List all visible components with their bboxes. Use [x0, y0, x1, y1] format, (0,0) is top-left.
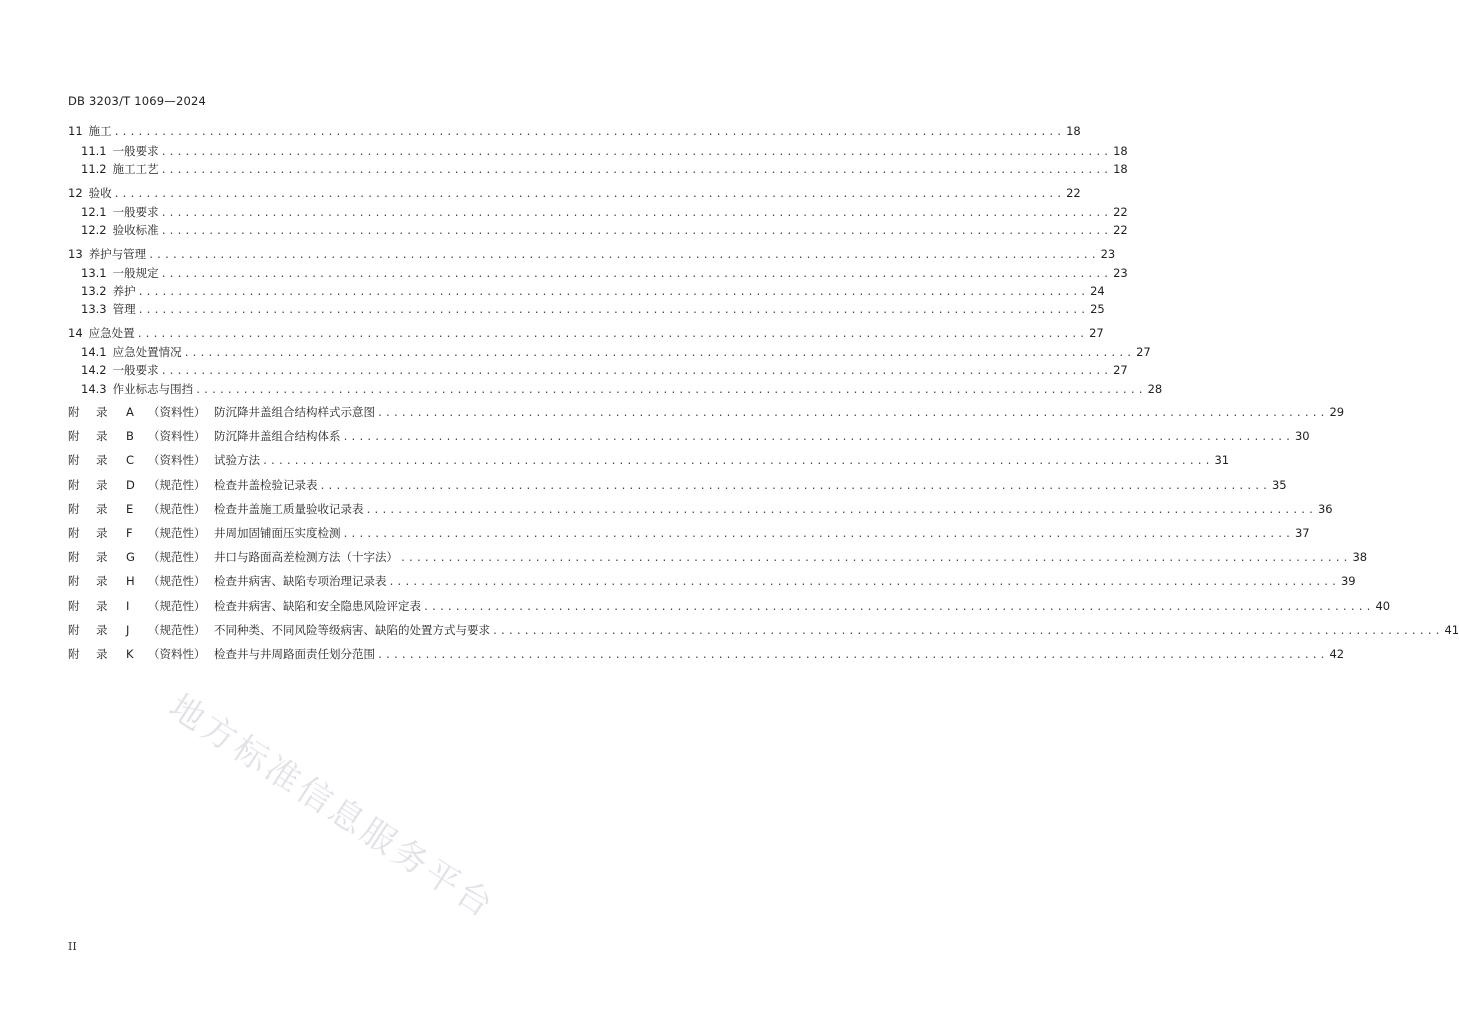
- toc-leader-dots: ........................................................................................................................: [160, 269, 1112, 280]
- toc-entry[interactable]: [68, 124, 1081, 140]
- appendix-prefix: 录: [96, 647, 108, 661]
- toc-appendix-entry[interactable]: [68, 478, 1287, 494]
- toc-entry-number: 13.2: [81, 284, 107, 298]
- appendix-kind: （规范性）: [148, 599, 206, 613]
- toc-leader-dots: ........................................................................................................................: [195, 385, 1146, 396]
- toc-entry-title: 一般要求: [112, 363, 159, 377]
- toc-entry-title: 管理: [112, 302, 136, 316]
- toc-leader-dots: ........................................................................................................................: [136, 329, 1088, 340]
- toc-entry-page: 22: [1113, 223, 1128, 237]
- toc-leader-dots: ........................................................................................................................: [319, 481, 1270, 492]
- toc-entry-page: 23: [1113, 266, 1128, 280]
- toc-leader-dots: ........................................................................................................................: [137, 287, 1089, 298]
- appendix-prefix: 录: [96, 502, 108, 516]
- appendix-prefix: 附: [68, 647, 80, 661]
- toc-entry-number: 11: [68, 124, 83, 138]
- toc-entry[interactable]: [81, 363, 1128, 379]
- toc-entry-page: 18: [1113, 162, 1128, 176]
- toc-leader-dots: ........................................................................................................................: [113, 189, 1065, 200]
- toc-entry-page: 39: [1340, 574, 1356, 588]
- appendix-prefix: 附: [68, 405, 80, 419]
- toc-leader-dots: ........................................................................................................................: [183, 348, 1135, 359]
- toc-entry-page: 42: [1329, 647, 1345, 661]
- appendix-prefix: 录: [96, 478, 108, 492]
- toc-entry[interactable]: [68, 186, 1081, 202]
- toc-entry-number: 13.1: [81, 266, 107, 280]
- appendix-kind: （资料性）: [148, 453, 206, 467]
- appendix-letter: H: [126, 574, 135, 588]
- toc-entry-title: 一般规定: [112, 266, 159, 280]
- toc-appendix-entry[interactable]: [68, 526, 1310, 542]
- toc-entry[interactable]: [81, 223, 1128, 239]
- toc-appendix-entry[interactable]: [68, 502, 1333, 518]
- toc-entry-page: 28: [1147, 382, 1163, 396]
- appendix-prefix: 录: [96, 599, 108, 613]
- toc-entry-page: 18: [1066, 124, 1081, 138]
- toc-entry-page: 36: [1317, 502, 1333, 516]
- toc-entry-title: 作业标志与围挡: [112, 382, 194, 396]
- toc-entry-page: 38: [1352, 550, 1368, 564]
- appendix-kind: （规范性）: [148, 526, 206, 540]
- appendix-title: 检查井盖施工质量验收记录表: [214, 502, 364, 516]
- toc-entry-page: 35: [1271, 478, 1287, 492]
- toc-entry-number: 12: [68, 186, 83, 200]
- toc-entry-page: 27: [1089, 326, 1104, 340]
- toc-entry-number: 12.2: [81, 223, 107, 237]
- toc-leader-dots: ........................................................................................................................: [388, 577, 1339, 588]
- toc-entry-page: 22: [1113, 205, 1128, 219]
- toc-entry-title: 养护: [112, 284, 136, 298]
- toc-leader-dots: ........................................................................................................................: [342, 529, 1293, 540]
- appendix-prefix: 附: [68, 623, 80, 637]
- toc-entry-number: 14.1: [81, 345, 107, 359]
- appendix-letter: A: [126, 405, 134, 419]
- toc-entry-title: 一般要求: [112, 205, 159, 219]
- appendix-prefix: 附: [68, 599, 80, 613]
- toc-entry[interactable]: [81, 205, 1128, 221]
- toc-appendix-entry[interactable]: [68, 647, 1345, 663]
- watermark: 地方标准信息服务平台: [161, 686, 503, 928]
- toc-appendix-entry[interactable]: [68, 453, 1230, 469]
- appendix-prefix: 录: [96, 405, 108, 419]
- toc-leader-dots: ........................................................................................................................: [377, 408, 1328, 419]
- toc-appendix-entry[interactable]: [68, 405, 1345, 421]
- toc-entry[interactable]: [81, 144, 1128, 160]
- toc-entry-number: 11.2: [81, 162, 107, 176]
- appendix-letter: I: [126, 599, 130, 613]
- toc-leader-dots: ........................................................................................................................: [400, 553, 1351, 564]
- appendix-prefix: 附: [68, 550, 80, 564]
- toc-entry-page: 23: [1100, 247, 1116, 261]
- toc-entry-page: 40: [1375, 599, 1391, 613]
- toc-entry-number: 14: [68, 326, 83, 340]
- toc-leader-dots: ........................................................................................................................: [365, 505, 1316, 516]
- toc-entry[interactable]: [68, 326, 1104, 342]
- toc-entry-page: 22: [1066, 186, 1081, 200]
- toc-entry-title: 应急处置情况: [112, 345, 182, 359]
- toc-entry-number: 13.3: [81, 302, 107, 316]
- appendix-letter: F: [126, 526, 133, 540]
- appendix-title: 防沉降井盖组合结构体系: [214, 429, 341, 443]
- appendix-letter: K: [126, 647, 134, 661]
- toc-leader-dots: ........................................................................................................................: [342, 432, 1293, 443]
- appendix-letter: B: [126, 429, 134, 443]
- appendix-kind: （规范性）: [148, 574, 206, 588]
- toc-entry-title: 养护与管理: [88, 247, 147, 261]
- toc-entry-title: 应急处置: [88, 326, 135, 340]
- toc-entry-title: 施工工艺: [112, 162, 159, 176]
- appendix-kind: （资料性）: [148, 647, 206, 661]
- toc-entry[interactable]: [81, 302, 1105, 318]
- toc-entry-page: 29: [1329, 405, 1345, 419]
- toc-entry-page: 31: [1214, 453, 1230, 467]
- appendix-title: 检查井与井周路面责任划分范围: [214, 647, 375, 661]
- appendix-title: 检查井病害、缺陷专项治理记录表: [214, 574, 387, 588]
- appendix-kind: （规范性）: [148, 502, 206, 516]
- toc-entry-page: 41: [1444, 623, 1459, 637]
- appendix-prefix: 附: [68, 574, 80, 588]
- appendix-letter: G: [126, 550, 135, 564]
- toc-entry-number: 12.1: [81, 205, 107, 219]
- toc-leader-dots: ........................................................................................................................: [137, 305, 1089, 316]
- appendix-title: 井口与路面高差检测方法（十字法）: [214, 550, 398, 564]
- toc-appendix-entry[interactable]: [68, 429, 1310, 445]
- appendix-prefix: 附: [68, 526, 80, 540]
- appendix-kind: （规范性）: [148, 550, 206, 564]
- appendix-kind: （资料性）: [148, 405, 206, 419]
- toc-entry[interactable]: [81, 345, 1151, 361]
- toc-leader-dots: ........................................................................................................................: [377, 650, 1328, 661]
- appendix-prefix: 录: [96, 623, 108, 637]
- toc-appendix-entry[interactable]: [68, 599, 1391, 615]
- toc-entry-page: 25: [1090, 302, 1105, 316]
- toc-appendix-entry[interactable]: [68, 623, 1459, 639]
- toc-leader-dots: ........................................................................................................................: [160, 165, 1112, 176]
- toc-entry-number: 13: [68, 247, 83, 261]
- toc-appendix-entry[interactable]: [68, 574, 1356, 590]
- appendix-kind: （规范性）: [148, 623, 206, 637]
- appendix-letter: D: [126, 478, 135, 492]
- appendix-title: 检查井盖检验记录表: [214, 478, 318, 492]
- appendix-prefix: 附: [68, 429, 80, 443]
- appendix-prefix: 附: [68, 453, 80, 467]
- toc-entry-number: 14.2: [81, 363, 107, 377]
- toc-entry-page: 27: [1113, 363, 1128, 377]
- toc-entry-number: 14.3: [81, 382, 107, 396]
- toc-entry[interactable]: [68, 247, 1116, 263]
- appendix-prefix: 录: [96, 453, 108, 467]
- appendix-title: 防沉降井盖组合结构样式示意图: [214, 405, 375, 419]
- appendix-letter: J: [126, 623, 130, 637]
- toc-entry[interactable]: [81, 266, 1128, 282]
- document-code: DB 3203/T 1069—2024: [68, 94, 207, 108]
- appendix-title: 检查井病害、缺陷和安全隐患风险评定表: [214, 599, 421, 613]
- appendix-prefix: 录: [96, 429, 108, 443]
- appendix-title: 试验方法: [214, 453, 260, 467]
- toc-entry-title: 一般要求: [112, 144, 159, 158]
- toc-entry-page: 30: [1294, 429, 1310, 443]
- toc-leader-dots: ........................................................................................................................: [160, 366, 1112, 377]
- toc-entry-page: 27: [1136, 345, 1151, 359]
- toc-leader-dots: ........................................................................................................................: [113, 127, 1065, 138]
- toc-entry-title: 验收: [88, 186, 112, 200]
- toc-leader-dots: ........................................................................................................................: [160, 208, 1112, 219]
- appendix-kind: （规范性）: [148, 478, 206, 492]
- toc-entry-number: 11.1: [81, 144, 107, 158]
- appendix-title: 井周加固铺面压实度检测: [214, 526, 341, 540]
- toc-appendix-entry[interactable]: [68, 550, 1368, 566]
- appendix-kind: （资料性）: [148, 429, 206, 443]
- toc-leader-dots: ........................................................................................................................: [423, 602, 1374, 613]
- toc-entry-page: 24: [1090, 284, 1105, 298]
- toc-entry[interactable]: [81, 382, 1163, 398]
- page-number: II: [68, 940, 77, 953]
- appendix-letter: E: [126, 502, 134, 516]
- toc-leader-dots: ........................................................................................................................: [160, 147, 1112, 158]
- toc-leader-dots: ........................................................................................................................: [160, 226, 1112, 237]
- appendix-title: 不同种类、不同风险等级病害、缺陷的处置方式与要求: [214, 623, 490, 637]
- appendix-prefix: 附: [68, 478, 80, 492]
- appendix-prefix: 录: [96, 550, 108, 564]
- toc-leader-dots: ........................................................................................................................: [492, 626, 1443, 637]
- toc-entry-page: 18: [1113, 144, 1128, 158]
- appendix-letter: C: [126, 453, 135, 467]
- appendix-prefix: 录: [96, 574, 108, 588]
- toc-entry[interactable]: [81, 284, 1105, 300]
- toc-entry[interactable]: [81, 162, 1128, 178]
- toc-entry-title: 验收标准: [112, 223, 159, 237]
- toc-entry-title: 施工: [88, 124, 112, 138]
- appendix-prefix: 录: [96, 526, 108, 540]
- toc-leader-dots: ........................................................................................................................: [148, 250, 1099, 261]
- appendix-prefix: 附: [68, 502, 80, 516]
- toc-leader-dots: ........................................................................................................................: [262, 456, 1213, 467]
- toc-entry-page: 37: [1294, 526, 1310, 540]
